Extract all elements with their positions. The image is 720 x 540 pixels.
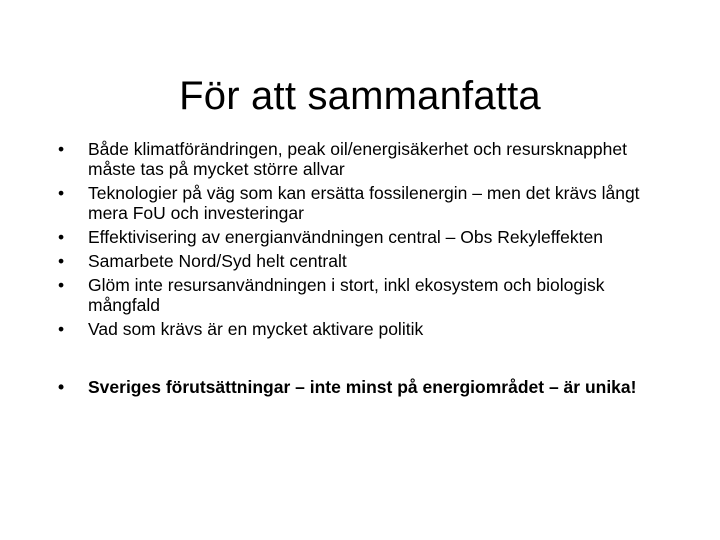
list-item xyxy=(58,319,668,339)
bullet-icon: • xyxy=(58,251,65,271)
bullet-text: Både klimatförändringen, peak oil/energisäkerhet och resursknapphet måste tas på mycket större allvar xyxy=(88,139,627,179)
conclusion-text: Sveriges förutsättningar – inte minst på energiområdet – är unika! xyxy=(88,377,637,397)
bullet-icon: • xyxy=(58,139,65,159)
slide-title: För att sammanfatta xyxy=(179,74,541,118)
list-item xyxy=(58,139,668,179)
list-item xyxy=(58,275,668,315)
list-item xyxy=(58,251,668,271)
bullet-icon: • xyxy=(58,319,65,339)
bullet-text: Glöm inte resursanvändningen i stort, inkl ekosystem och biologisk mångfald xyxy=(88,275,605,315)
bullet-icon: • xyxy=(58,377,65,397)
conclusion-list xyxy=(58,377,668,401)
bullet-text: Vad som krävs är en mycket aktivare politik xyxy=(88,319,424,339)
conclusion-item xyxy=(58,377,668,397)
bullet-text: Samarbete Nord/Syd helt centralt xyxy=(88,251,347,271)
list-item xyxy=(58,183,668,223)
bullet-icon: • xyxy=(58,183,65,203)
bullet-icon: • xyxy=(58,227,65,247)
list-item xyxy=(58,227,668,247)
bullet-text: Teknologier på väg som kan ersätta fossilenergin – men det krävs långt mera FoU och investeringar xyxy=(88,183,640,223)
bullet-text: Effektivisering av energianvändningen central – Obs Rekyleffekten xyxy=(88,227,603,247)
bullet-icon: • xyxy=(58,275,65,295)
bullet-list xyxy=(58,139,668,343)
